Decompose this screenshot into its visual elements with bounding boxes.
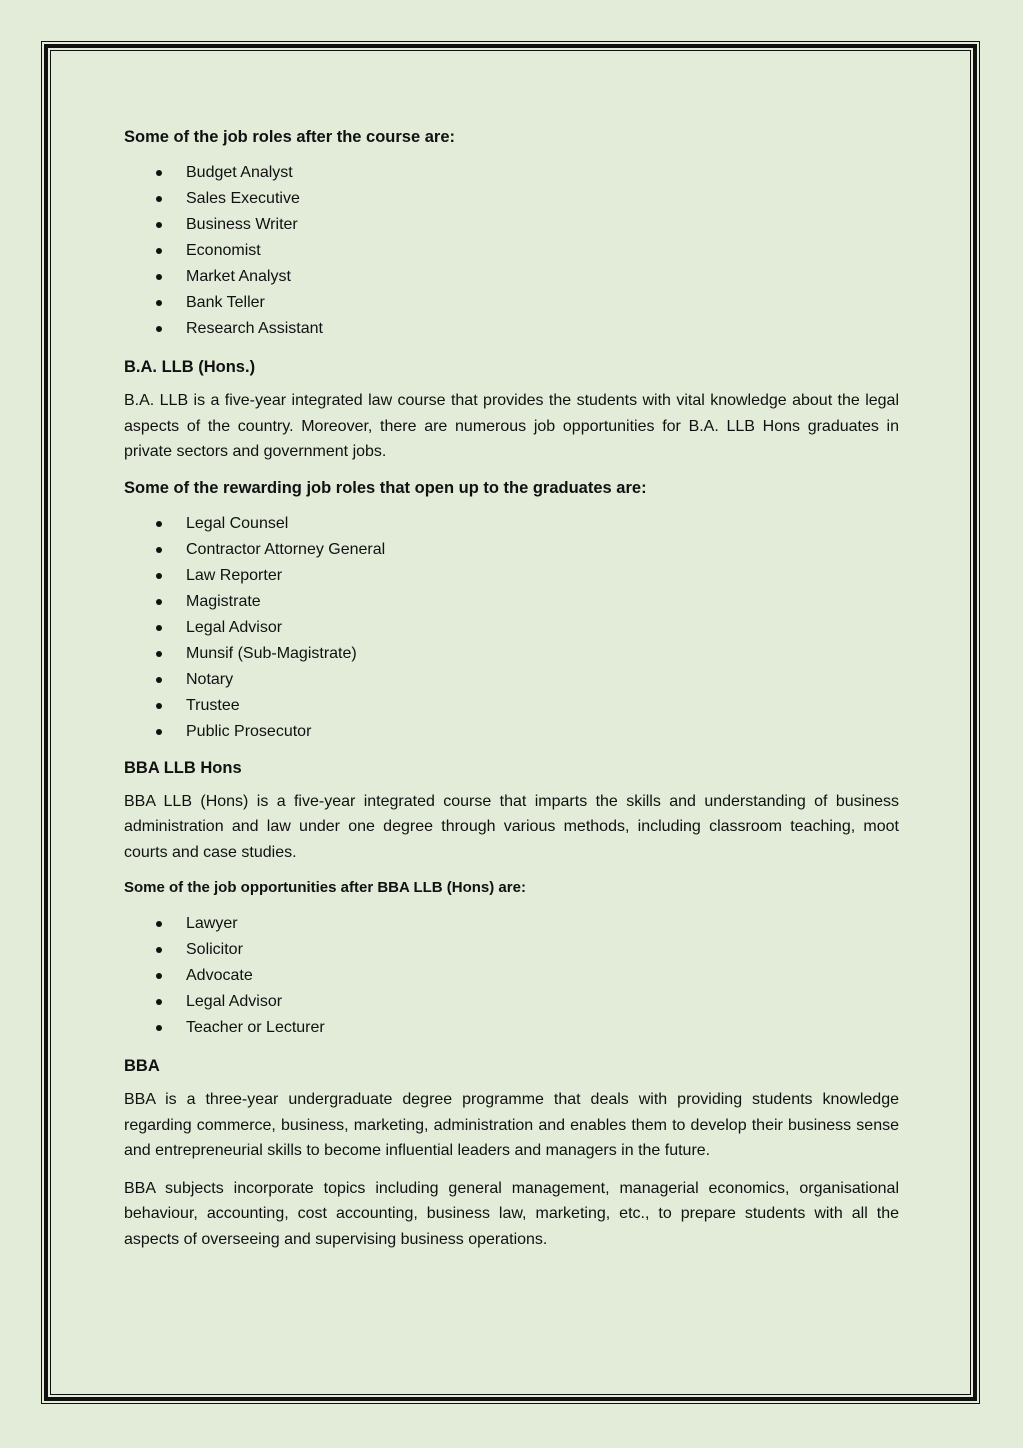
- ba-llb-heading: B.A. LLB (Hons.): [124, 358, 256, 376]
- list-item: Budget Analyst: [124, 160, 899, 186]
- bullet-icon: [156, 1025, 162, 1031]
- bullet-icon: [156, 222, 162, 228]
- bullet-icon: [156, 300, 162, 306]
- list-item: Business Writer: [124, 212, 899, 238]
- list-item: Advocate: [124, 963, 899, 989]
- list-item: Market Analyst: [124, 264, 899, 290]
- bullet-icon: [156, 274, 162, 280]
- bullet-icon: [156, 326, 162, 332]
- bullet-icon: [156, 973, 162, 979]
- bullet-icon: [156, 703, 162, 709]
- bullet-icon: [156, 947, 162, 953]
- bba-llb-opportunities-heading: Some of the job opportunities after BBA LLB (Hons) are:: [124, 879, 526, 896]
- bullet-icon: [156, 573, 162, 579]
- list-item: Solicitor: [124, 937, 899, 963]
- list-item: Law Reporter: [124, 563, 899, 589]
- list-item: Legal Counsel: [124, 511, 899, 537]
- bullet-icon: [156, 921, 162, 927]
- job-roles-list: [124, 160, 899, 342]
- ba-llb-job-roles-list: [124, 511, 899, 745]
- bullet-icon: [156, 677, 162, 683]
- document-content: [124, 120, 899, 1252]
- bba-paragraph-2: BBA subjects incorporate topics including general management, managerial economics, organisational behaviour, accounting, cost accounting, business law, marketing, etc., to prepare students with all the aspects of overseeing and supervising business operations.: [124, 1179, 899, 1248]
- bba-llb-paragraph: BBA LLB (Hons) is a five-year integrated course that imparts the skills and understanding of business administration and law under one degree through various methods, including classroom teaching, moot courts and case studies.: [124, 792, 899, 861]
- list-item: Economist: [124, 238, 899, 264]
- ba-llb-paragraph: B.A. LLB is a five-year integrated law course that provides the students with vital knowledge about the legal aspects of the country. Moreover, there are numerous job opportunities for B.A. LLB Hons graduates in private sectors and government jobs.: [124, 392, 899, 460]
- list-item: Bank Teller: [124, 290, 899, 316]
- bullet-icon: [156, 599, 162, 605]
- list-item: Magistrate: [124, 589, 899, 615]
- bullet-icon: [156, 729, 162, 735]
- bullet-icon: [156, 547, 162, 553]
- list-item: Legal Advisor: [124, 989, 899, 1015]
- ba-llb-job-roles-heading: Some of the rewarding job roles that open up to the graduates are:: [124, 478, 647, 497]
- list-item: Trustee: [124, 693, 899, 719]
- list-item: Lawyer: [124, 911, 899, 937]
- list-item: Contractor Attorney General: [124, 537, 899, 563]
- list-item: Sales Executive: [124, 186, 899, 212]
- list-item: Legal Advisor: [124, 615, 899, 641]
- job-roles-heading: Some of the job roles after the course are:: [124, 128, 455, 146]
- bullet-icon: [156, 170, 162, 176]
- bba-heading: BBA: [124, 1057, 160, 1075]
- bba-paragraph-1: BBA is a three-year undergraduate degree programme that deals with providing students knowledge regarding commerce, business, marketing, administration and enables them to develop their business sense and entrepreneurial skills to become influential leaders and managers in the future.: [124, 1091, 899, 1159]
- list-item: Research Assistant: [124, 316, 899, 342]
- bullet-icon: [156, 651, 162, 657]
- list-item: Notary: [124, 667, 899, 693]
- bullet-icon: [156, 999, 162, 1005]
- bba-llb-opportunities-list: [124, 911, 899, 1041]
- bullet-icon: [156, 625, 162, 631]
- list-item: Munsif (Sub-Magistrate): [124, 641, 899, 667]
- bba-llb-heading: BBA LLB Hons: [124, 758, 242, 777]
- list-item: Public Prosecutor: [124, 719, 899, 745]
- list-item: Teacher or Lecturer: [124, 1015, 899, 1041]
- bullet-icon: [156, 521, 162, 527]
- bullet-icon: [156, 248, 162, 254]
- bullet-icon: [156, 196, 162, 202]
